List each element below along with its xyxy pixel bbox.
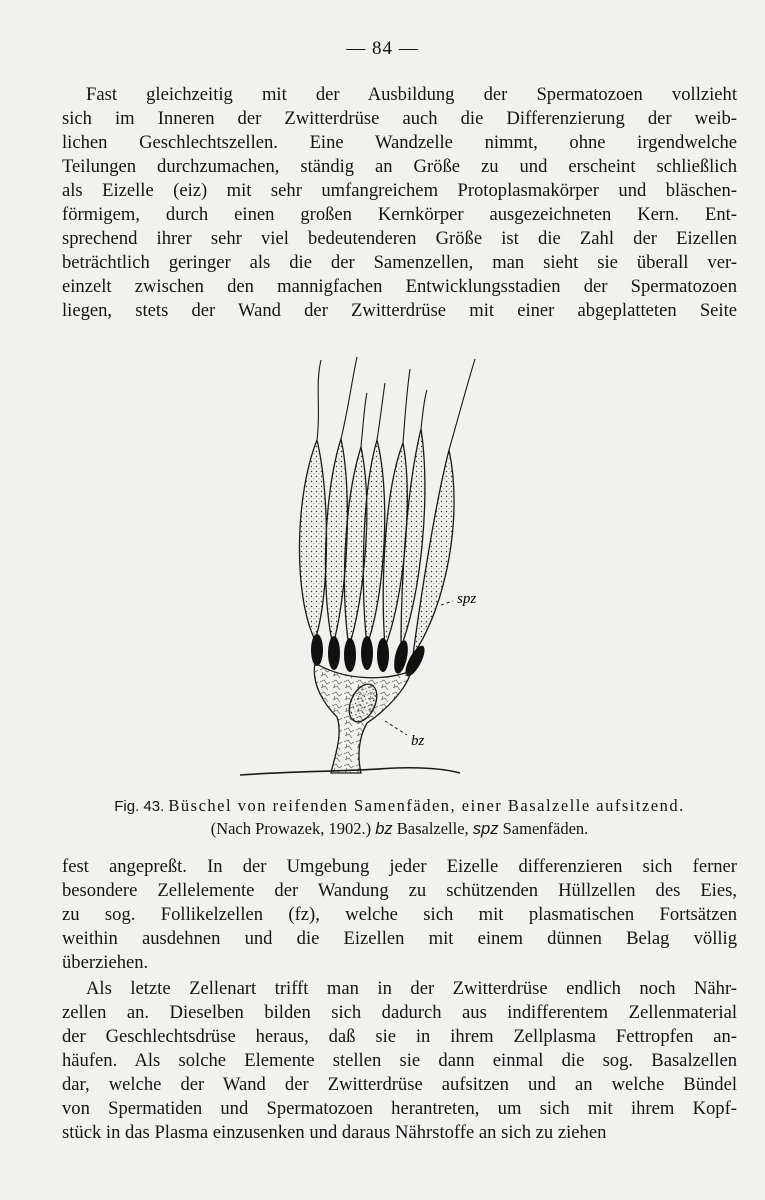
text-line: sich im Inneren der Zwitterdrüse auch die Differenzierung der weib- xyxy=(62,108,737,129)
caption-line-1 xyxy=(62,795,737,818)
caption-text: Büschel von reifenden Samenfäden, einer Basalzelle aufsitzend. xyxy=(168,796,685,815)
sperm-bodies xyxy=(299,429,454,655)
text-line: stück in das Plasma einzusenken und daraus Nährstoffe an sich zu ziehen xyxy=(62,1122,607,1143)
text-line: überziehen. xyxy=(62,952,149,973)
page-number: — 84 — xyxy=(346,38,419,59)
caption-def-bz: Basalzelle, xyxy=(396,819,469,838)
caption-line-2 xyxy=(62,818,737,840)
text-line: lichen Geschlechtszellen. Eine Wandzelle nimmt, ohne irgendwelche xyxy=(62,132,737,153)
caption-abbr-spz: spz xyxy=(472,820,499,838)
text-line: Teilungen durchzumachen, ständig an Größe zu und erscheint schließlich xyxy=(62,156,737,177)
text-line: sprechend ihrer sehr viel bedeutenderen Größe ist die Zahl der Eizellen xyxy=(62,228,737,249)
figure-43-illustration xyxy=(235,355,535,790)
text-line: als Eizelle (eiz) mit sehr umfangreichem Protoplasmakörper und bläschen- xyxy=(62,180,737,201)
flagella xyxy=(317,357,475,450)
text-line: beträchtlich geringer als die der Samenzellen, man sieht sie überall ver- xyxy=(62,252,737,273)
text-line: Fast gleichzeitig mit der Ausbildung der Spermatozoen vollzieht xyxy=(86,84,737,105)
caption-source: (Nach Prowazek, 1902.) xyxy=(210,819,372,838)
label-bz: bz xyxy=(411,733,425,749)
text-line: der Geschlechtsdrüse heraus, daß sie in ihrem Zellplasma Fettropfen an- xyxy=(62,1026,737,1047)
text-line: förmigem, durch einen großen Kernkörper ausgezeichneten Kern. Ent- xyxy=(62,204,737,225)
paragraph-2 xyxy=(62,855,737,975)
text-line: dar, welche der Wand der Zwitterdrüse aufsitzen und an welche Bündel xyxy=(62,1074,737,1095)
caption-def-spz: Samenfäden. xyxy=(502,819,589,838)
text-line: weithin ausdehnen und die Eizellen mit einem dünnen Belag völlig xyxy=(62,928,737,949)
text-line: Als letzte Zellenart trifft man in der Zwitterdrüse endlich noch Nähr- xyxy=(86,978,737,999)
text-line: von Spermatiden und Spermatozoen herantreten, um sich mit ihrem Kopf- xyxy=(62,1098,737,1119)
paragraph-3 xyxy=(62,977,737,1145)
text-line: einzelt zwischen den mannigfachen Entwicklungsstadien der Spermatozoen xyxy=(62,276,737,297)
text-line: fest angepreßt. In der Umgebung jeder Eizelle differenzieren sich ferner xyxy=(62,856,737,877)
label-spz: spz xyxy=(457,591,477,607)
text-line: häufen. Als solche Elemente stellen sie dann einmal die sog. Basalzellen xyxy=(62,1050,737,1071)
text-line: liegen, stets der Wand der Zwitterdrüse mit einer abgeplatteten Seite xyxy=(62,300,737,321)
text-line: besondere Zellelemente der Wandung zu schützenden Hüllzellen des Eies, xyxy=(62,880,737,901)
bz-leader xyxy=(385,721,407,735)
text-line: zellen an. Dieselben bilden sich dadurch aus indifferentem Zellenmaterial xyxy=(62,1002,737,1023)
caption-label: Fig. 43. xyxy=(114,798,165,815)
spz-leader xyxy=(441,601,453,605)
paragraph-1 xyxy=(62,83,737,323)
text-line: zu sog. Follikelzellen (fz), welche sich mit plasmatischen Fortsätzen xyxy=(62,904,737,925)
caption-abbr-bz: bz xyxy=(375,820,393,838)
figure-caption xyxy=(62,795,737,840)
